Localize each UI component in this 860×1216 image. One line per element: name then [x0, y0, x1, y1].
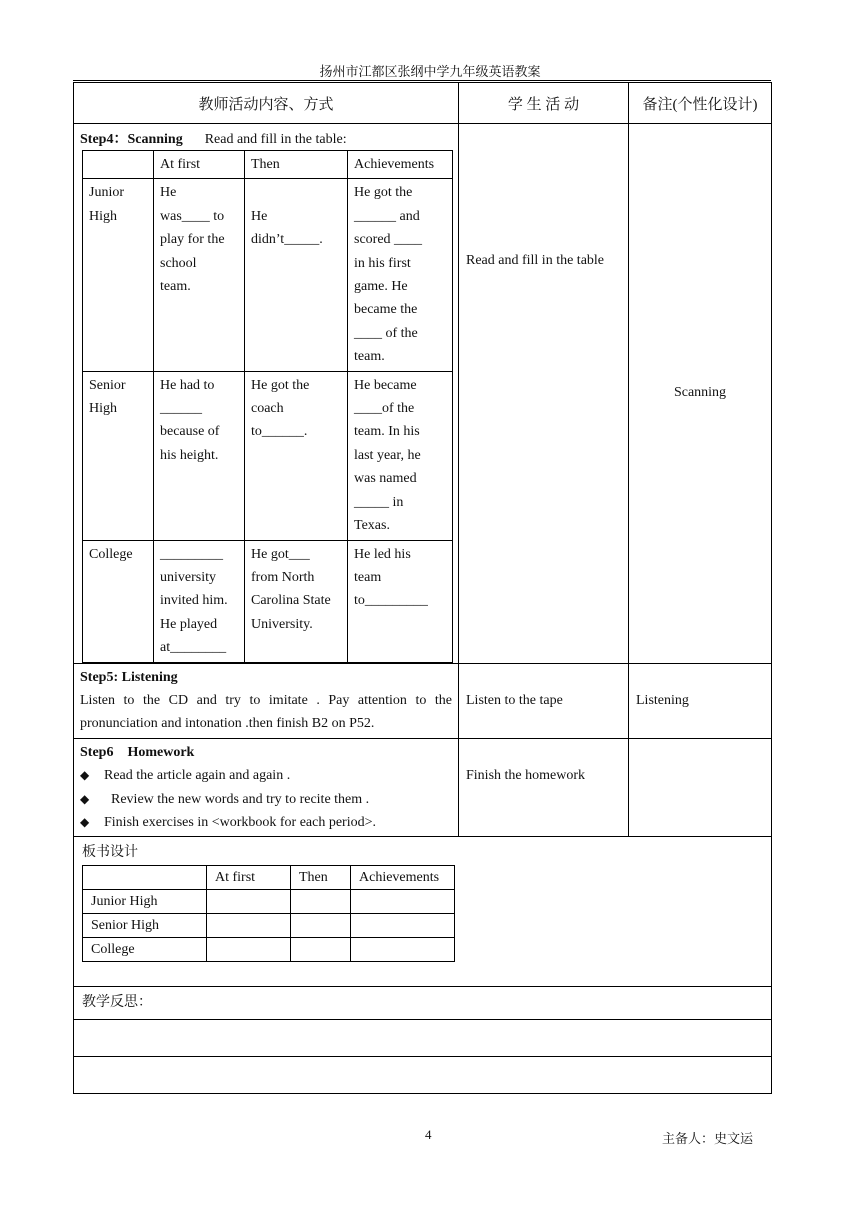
scanning-at-first — [154, 540, 245, 662]
cell-line: He got___ — [251, 546, 310, 562]
board-header-cell: Then — [291, 866, 351, 890]
cell-line: to_________ — [354, 593, 428, 609]
board-row — [83, 890, 455, 914]
cell-line — [251, 181, 341, 204]
cell-line: High — [89, 401, 117, 417]
reflection-title: 教学反思： — [74, 987, 772, 1019]
cell-line: at________ — [160, 640, 227, 656]
step4-note: Scanning — [629, 124, 772, 664]
diamond-bullet-icon: ◆ — [80, 814, 90, 829]
student-activity-header: 学 生 活 动 — [459, 83, 629, 124]
cell-line: team. — [354, 349, 385, 365]
cell-line: was named — [354, 471, 417, 487]
cell-line: team — [354, 569, 382, 585]
cell-line: game. He — [354, 279, 408, 295]
scanning-then — [245, 371, 348, 540]
step4-student-activity — [459, 124, 629, 664]
scanning-then — [245, 179, 348, 371]
scanning-at-first — [154, 371, 245, 540]
step5-text: Listen to the CD and try to imitate . Pay attention to the pronunciation and intonation .then finish B2 on P52. — [80, 692, 452, 732]
cell-line: ____of the — [354, 401, 415, 417]
cell-line: became the — [354, 302, 418, 318]
board-row-label: Junior High — [83, 890, 207, 914]
page-header-title: 扬州市江都区张纲中学九年级英语教案 — [319, 64, 541, 79]
notes-header: 备注(个性化设计) — [629, 83, 772, 124]
homework-bullet-text: Review the new words and try to recite them . — [104, 791, 370, 807]
cell-line: university — [160, 569, 216, 585]
cell-line: _________ — [160, 546, 223, 562]
scanning-achievements — [348, 371, 453, 540]
cell-line: ______ — [160, 401, 202, 417]
step4-cell — [74, 124, 459, 664]
board-empty-cell — [291, 890, 351, 914]
homework-bullet — [80, 788, 452, 811]
board-empty-cell — [351, 914, 455, 938]
teacher-activity-header: 教师活动内容、方式 — [74, 83, 459, 124]
diamond-bullet-icon: ◆ — [80, 791, 90, 806]
cell-line: He led his — [354, 546, 411, 562]
cell-line: Junior — [89, 185, 124, 201]
scanning-achievements — [348, 540, 453, 662]
scanning-header-cell: Then — [245, 151, 348, 179]
scanning-table-row — [83, 540, 453, 662]
cell-line: He got the — [354, 185, 413, 201]
homework-bullet-text: Finish exercises in <workbook for each period>. — [104, 814, 377, 830]
reflection-blank-row — [74, 1019, 772, 1056]
board-empty-cell — [207, 938, 291, 962]
board-empty-cell — [207, 890, 291, 914]
step5-row — [74, 663, 772, 738]
cell-line: scored ____ — [354, 232, 423, 248]
board-row-label: College — [83, 938, 207, 962]
cell-line: team. — [160, 279, 191, 295]
scanning-row-label — [83, 371, 154, 540]
reflection-blank-row — [74, 1056, 772, 1093]
board-empty-cell — [207, 914, 291, 938]
reflection-blank-line — [74, 1019, 772, 1056]
cell-line: ______ and — [354, 208, 420, 224]
cell-line: because of — [160, 424, 220, 440]
cell-line: coach — [251, 401, 284, 417]
cell-line: College — [89, 546, 133, 562]
reflection-row — [74, 987, 772, 1019]
reflection-blank-line — [74, 1056, 772, 1093]
cell-line: He played — [160, 616, 218, 632]
board-empty-cell — [351, 938, 455, 962]
board-design-cell — [74, 837, 772, 987]
scanning-row-label — [83, 540, 154, 662]
scanning-table-row — [83, 179, 453, 371]
cell-line: from North — [251, 569, 315, 585]
scanning-table-header-row — [83, 151, 453, 179]
board-design-table — [82, 865, 455, 962]
homework-bullet — [80, 764, 452, 787]
scanning-table — [82, 150, 453, 663]
step6-row — [74, 738, 772, 837]
cell-line: to______. — [251, 424, 308, 440]
cell-line: was____ to — [160, 208, 225, 224]
scanning-header-cell — [83, 151, 154, 179]
lesson-plan-table — [73, 82, 772, 1094]
cell-line: He became — [354, 377, 417, 393]
step4-instruction: Read and fill in the table: — [204, 132, 347, 147]
cell-line: _____ in — [354, 494, 404, 510]
cell-line: team. In his — [354, 424, 420, 440]
step6-student-activity — [459, 738, 629, 837]
cell-line: Senior — [89, 377, 126, 393]
step6-student-text: Finish the homework — [466, 767, 585, 783]
step5-note: Listening — [629, 663, 772, 738]
board-design-title: 板书设计 — [82, 845, 138, 861]
board-header-cell — [83, 866, 207, 890]
board-row — [83, 914, 455, 938]
cell-line: ____ of the — [354, 325, 418, 341]
cell-line: invited him. — [160, 593, 228, 609]
step5-title: Step5: Listening — [80, 669, 178, 685]
board-design-row — [74, 837, 772, 987]
scanning-table-row — [83, 371, 453, 540]
diamond-bullet-icon: ◆ — [80, 768, 90, 783]
board-row-label: Senior High — [83, 914, 207, 938]
scanning-at-first — [154, 179, 245, 371]
step4-title: Step4：Scanning — [80, 132, 183, 147]
cell-line: He — [251, 208, 268, 224]
step5-student-activity: Listen to the tape — [459, 663, 629, 738]
scanning-header-cell: Achievements — [348, 151, 453, 179]
cell-line: last year, he — [354, 447, 421, 463]
step4-row — [74, 124, 772, 664]
cell-line: He got the — [251, 377, 310, 393]
homework-bullet-text: Read the article again and again . — [104, 768, 291, 784]
scanning-row-label — [83, 179, 154, 371]
board-header-cell: At first — [207, 866, 291, 890]
step6-cell — [74, 738, 459, 837]
board-empty-cell — [351, 890, 455, 914]
page-number: 4 — [425, 1127, 432, 1142]
scanning-then — [245, 540, 348, 662]
cell-line: his height. — [160, 447, 219, 463]
column-header-row — [74, 83, 772, 124]
scanning-header-cell: At first — [154, 151, 245, 179]
board-empty-cell — [291, 938, 351, 962]
step4-heading — [80, 128, 452, 148]
cell-line: High — [89, 208, 117, 224]
cell-line: play for the — [160, 232, 225, 248]
cell-line: didn’t_____. — [251, 232, 323, 248]
cell-line: He had to — [160, 377, 215, 393]
cell-line: University. — [251, 616, 313, 632]
cell-line: school — [160, 255, 197, 271]
step5-cell — [74, 663, 459, 738]
board-empty-cell — [291, 914, 351, 938]
cell-line: He — [160, 185, 177, 201]
step4-student-text: Read and fill in the table — [466, 253, 605, 269]
homework-bullet — [80, 811, 452, 834]
board-header-cell: Achievements — [351, 866, 455, 890]
cell-line: Texas. — [354, 518, 390, 534]
scanning-achievements — [348, 179, 453, 371]
step6-title: Step6 Homework — [80, 744, 195, 760]
cell-line: Carolina State — [251, 593, 331, 609]
preparer-label: 主备人：史文运 — [662, 1131, 754, 1146]
header-divider — [73, 80, 771, 81]
step6-note — [629, 738, 772, 837]
board-row — [83, 938, 455, 962]
board-header-row — [83, 866, 455, 890]
cell-line: in his first — [354, 255, 411, 271]
